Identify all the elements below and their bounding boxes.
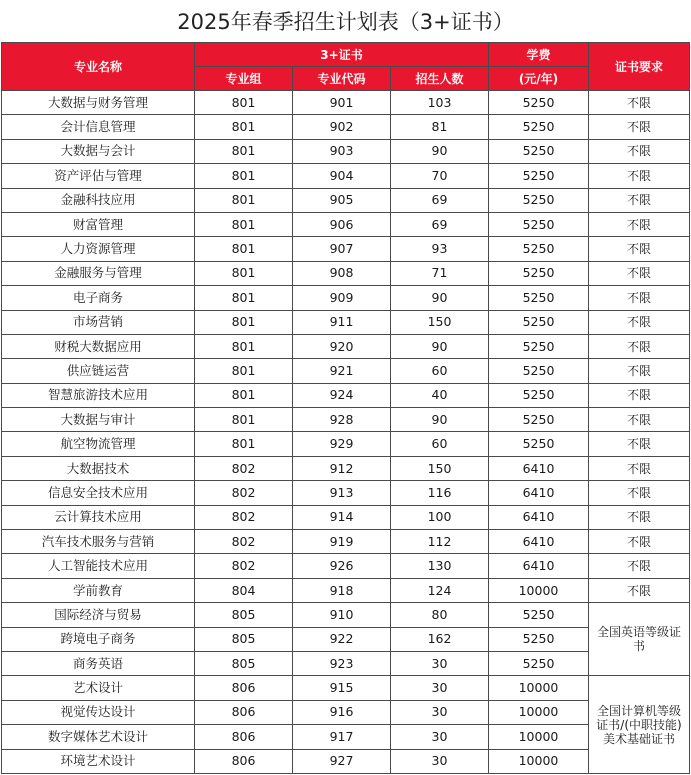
major-name-cell: 艺术设计 (2, 676, 195, 700)
cert-requirement-cell: 不限 (589, 139, 690, 163)
cert-requirement-cell: 不限 (589, 310, 690, 334)
major-name-cell: 大数据技术 (2, 456, 195, 480)
tuition-cell: 6410 (489, 481, 589, 505)
major-group-cell: 802 (195, 456, 293, 480)
cert-requirement-cell: 不限 (589, 505, 690, 529)
major-name-cell: 金融科技应用 (2, 188, 195, 212)
cert-requirement-cell: 不限 (589, 456, 690, 480)
table-row (2, 651, 690, 675)
table-row (2, 139, 690, 163)
major-name-cell: 大数据与审计 (2, 408, 195, 432)
tuition-cell: 6410 (489, 505, 589, 529)
major-group-cell: 805 (195, 603, 293, 627)
major-group-cell: 801 (195, 188, 293, 212)
enrollment-cell: 30 (391, 749, 489, 773)
major-code-cell: 917 (293, 725, 391, 749)
enrollment-cell: 69 (391, 212, 489, 236)
page-title: 2025年春季招生计划表（3+证书） (177, 10, 514, 34)
tuition-cell: 5250 (489, 188, 589, 212)
table-row (2, 627, 690, 651)
major-group-cell: 801 (195, 408, 293, 432)
major-code-cell: 921 (293, 359, 391, 383)
tuition-cell: 5250 (489, 261, 589, 285)
tuition-cell: 10000 (489, 749, 589, 773)
major-code-cell: 915 (293, 676, 391, 700)
enrollment-cell: 69 (391, 188, 489, 212)
major-name-cell: 大数据与会计 (2, 139, 195, 163)
major-name-cell: 数字媒体艺术设计 (2, 725, 195, 749)
header-major-code: 专业代码 (293, 67, 391, 91)
cert-requirement-cell: 不限 (589, 212, 690, 236)
cert-requirement-cell: 不限 (589, 554, 690, 578)
tuition-cell: 5250 (489, 212, 589, 236)
major-code-cell: 926 (293, 554, 391, 578)
major-group-cell: 801 (195, 383, 293, 407)
tuition-cell: 5250 (489, 359, 589, 383)
cert-requirement-cell: 不限 (589, 578, 690, 602)
major-code-cell: 910 (293, 603, 391, 627)
major-name-cell: 视觉传达设计 (2, 700, 195, 724)
tuition-cell: 5250 (489, 603, 589, 627)
major-name-cell: 电子商务 (2, 286, 195, 310)
table-row (2, 115, 690, 139)
major-group-cell: 801 (195, 139, 293, 163)
enrollment-cell: 90 (391, 286, 489, 310)
table-row (2, 237, 690, 261)
tuition-cell: 6410 (489, 530, 589, 554)
table-row (2, 261, 690, 285)
table-row (2, 749, 690, 773)
table-row (2, 578, 690, 602)
enrollment-cell: 71 (391, 261, 489, 285)
major-group-cell: 806 (195, 676, 293, 700)
cert-requirement-cell: 不限 (589, 530, 690, 554)
table-row (2, 554, 690, 578)
major-group-cell: 801 (195, 261, 293, 285)
major-group-cell: 801 (195, 310, 293, 334)
major-name-cell: 人力资源管理 (2, 237, 195, 261)
enrollment-cell: 116 (391, 481, 489, 505)
table-row (2, 212, 690, 236)
enrollment-cell: 81 (391, 115, 489, 139)
table-row (2, 188, 690, 212)
table-row (2, 408, 690, 432)
major-code-cell: 907 (293, 237, 391, 261)
major-group-cell: 802 (195, 505, 293, 529)
cert-requirement-cell: 不限 (589, 359, 690, 383)
table-row (2, 164, 690, 188)
table-row (2, 286, 690, 310)
cert-requirement-cell: 全国计算机等级证书/(中职技能)美术基础证书 (589, 676, 690, 774)
major-name-cell: 大数据与财务管理 (2, 91, 195, 115)
major-group-cell: 801 (195, 432, 293, 456)
enrollment-cell: 80 (391, 603, 489, 627)
enrollment-cell: 103 (391, 91, 489, 115)
enrollment-cell: 90 (391, 334, 489, 358)
tuition-cell: 5250 (489, 310, 589, 334)
tuition-cell: 5250 (489, 115, 589, 139)
table-row (2, 310, 690, 334)
major-code-cell: 919 (293, 530, 391, 554)
major-name-cell: 市场营销 (2, 310, 195, 334)
tuition-cell: 5250 (489, 334, 589, 358)
major-name-cell: 财富管理 (2, 212, 195, 236)
major-code-cell: 918 (293, 578, 391, 602)
major-name-cell: 智慧旅游技术应用 (2, 383, 195, 407)
cert-requirement-cell: 不限 (589, 261, 690, 285)
major-group-cell: 802 (195, 554, 293, 578)
major-name-cell: 金融服务与管理 (2, 261, 195, 285)
major-code-cell: 912 (293, 456, 391, 480)
cert-requirement-cell: 不限 (589, 432, 690, 456)
table-row (2, 700, 690, 724)
cert-requirement-cell: 不限 (589, 164, 690, 188)
enrollment-cell: 130 (391, 554, 489, 578)
tuition-cell: 10000 (489, 725, 589, 749)
major-name-cell: 航空物流管理 (2, 432, 195, 456)
tuition-cell: 5250 (489, 432, 589, 456)
tuition-cell: 5250 (489, 627, 589, 651)
major-code-cell: 916 (293, 700, 391, 724)
table-row (2, 383, 690, 407)
header-tuition: 学费 (489, 43, 589, 67)
table-header (2, 43, 690, 91)
major-group-cell: 806 (195, 725, 293, 749)
major-name-cell: 环境艺术设计 (2, 749, 195, 773)
enrollment-table-wrap (1, 42, 689, 774)
major-group-cell: 805 (195, 651, 293, 675)
enrollment-cell: 150 (391, 456, 489, 480)
major-code-cell: 927 (293, 749, 391, 773)
enrollment-table (1, 42, 690, 774)
major-code-cell: 905 (293, 188, 391, 212)
major-group-cell: 804 (195, 578, 293, 602)
enrollment-cell: 162 (391, 627, 489, 651)
tuition-cell: 5250 (489, 237, 589, 261)
enrollment-cell: 93 (391, 237, 489, 261)
major-group-cell: 801 (195, 212, 293, 236)
major-code-cell: 908 (293, 261, 391, 285)
cert-requirement-cell: 不限 (589, 383, 690, 407)
major-name-cell: 人工智能技术应用 (2, 554, 195, 578)
tuition-cell: 5250 (489, 139, 589, 163)
major-group-cell: 802 (195, 481, 293, 505)
enrollment-cell: 30 (391, 700, 489, 724)
header-major-name: 专业名称 (2, 43, 195, 91)
major-group-cell: 805 (195, 627, 293, 651)
major-code-cell: 920 (293, 334, 391, 358)
header-3plus-cert: 3+证书 (195, 43, 489, 67)
enrollment-cell: 100 (391, 505, 489, 529)
enrollment-cell: 150 (391, 310, 489, 334)
major-code-cell: 923 (293, 651, 391, 675)
table-row (2, 676, 690, 700)
enrollment-cell: 70 (391, 164, 489, 188)
major-group-cell: 801 (195, 286, 293, 310)
tuition-cell: 5250 (489, 651, 589, 675)
major-name-cell: 跨境电子商务 (2, 627, 195, 651)
tuition-cell: 10000 (489, 578, 589, 602)
enrollment-cell: 124 (391, 578, 489, 602)
major-group-cell: 801 (195, 334, 293, 358)
major-code-cell: 929 (293, 432, 391, 456)
major-code-cell: 928 (293, 408, 391, 432)
table-row (2, 91, 690, 115)
major-name-cell: 会计信息管理 (2, 115, 195, 139)
major-name-cell: 资产评估与管理 (2, 164, 195, 188)
cert-requirement-cell: 全国英语等级证书 (589, 603, 690, 676)
major-group-cell: 801 (195, 237, 293, 261)
table-body (2, 91, 690, 774)
major-code-cell: 924 (293, 383, 391, 407)
tuition-cell: 5250 (489, 408, 589, 432)
major-group-cell: 801 (195, 115, 293, 139)
header-enrollment: 招生人数 (391, 67, 489, 91)
enrollment-cell: 60 (391, 432, 489, 456)
major-name-cell: 汽车技术服务与营销 (2, 530, 195, 554)
major-code-cell: 909 (293, 286, 391, 310)
table-row (2, 725, 690, 749)
major-name-cell: 财税大数据应用 (2, 334, 195, 358)
major-group-cell: 802 (195, 530, 293, 554)
major-group-cell: 801 (195, 164, 293, 188)
table-row (2, 481, 690, 505)
table-row (2, 505, 690, 529)
enrollment-cell: 30 (391, 651, 489, 675)
table-row (2, 530, 690, 554)
major-group-cell: 806 (195, 700, 293, 724)
cert-requirement-cell: 不限 (589, 481, 690, 505)
major-code-cell: 903 (293, 139, 391, 163)
cert-requirement-cell: 不限 (589, 286, 690, 310)
cert-requirement-cell: 不限 (589, 115, 690, 139)
major-code-cell: 914 (293, 505, 391, 529)
major-group-cell: 801 (195, 91, 293, 115)
header-tuition-unit: (元/年) (489, 67, 589, 91)
tuition-cell: 5250 (489, 383, 589, 407)
tuition-cell: 5250 (489, 164, 589, 188)
enrollment-cell: 90 (391, 408, 489, 432)
major-name-cell: 信息安全技术应用 (2, 481, 195, 505)
major-name-cell: 商务英语 (2, 651, 195, 675)
table-row (2, 359, 690, 383)
enrollment-cell: 60 (391, 359, 489, 383)
header-cert-requirement: 证书要求 (589, 43, 690, 91)
header-major-group: 专业组 (195, 67, 293, 91)
cert-requirement-cell: 不限 (589, 188, 690, 212)
major-name-cell: 国际经济与贸易 (2, 603, 195, 627)
major-group-cell: 801 (195, 359, 293, 383)
tuition-cell: 6410 (489, 456, 589, 480)
major-code-cell: 901 (293, 91, 391, 115)
major-code-cell: 902 (293, 115, 391, 139)
major-name-cell: 学前教育 (2, 578, 195, 602)
tuition-cell: 10000 (489, 700, 589, 724)
enrollment-cell: 90 (391, 139, 489, 163)
major-name-cell: 供应链运营 (2, 359, 195, 383)
major-group-cell: 806 (195, 749, 293, 773)
major-code-cell: 911 (293, 310, 391, 334)
tuition-cell: 5250 (489, 91, 589, 115)
enrollment-cell: 30 (391, 725, 489, 749)
major-code-cell: 922 (293, 627, 391, 651)
table-row (2, 456, 690, 480)
major-code-cell: 904 (293, 164, 391, 188)
enrollment-cell: 40 (391, 383, 489, 407)
cert-requirement-cell: 不限 (589, 91, 690, 115)
major-code-cell: 906 (293, 212, 391, 236)
tuition-cell: 5250 (489, 286, 589, 310)
tuition-cell: 10000 (489, 676, 589, 700)
major-code-cell: 913 (293, 481, 391, 505)
cert-requirement-cell: 不限 (589, 408, 690, 432)
major-name-cell: 云计算技术应用 (2, 505, 195, 529)
table-row (2, 432, 690, 456)
cert-requirement-cell: 不限 (589, 334, 690, 358)
table-row (2, 603, 690, 627)
table-row (2, 334, 690, 358)
cert-requirement-cell: 不限 (589, 237, 690, 261)
tuition-cell: 6410 (489, 554, 589, 578)
enrollment-cell: 112 (391, 530, 489, 554)
enrollment-cell: 30 (391, 676, 489, 700)
